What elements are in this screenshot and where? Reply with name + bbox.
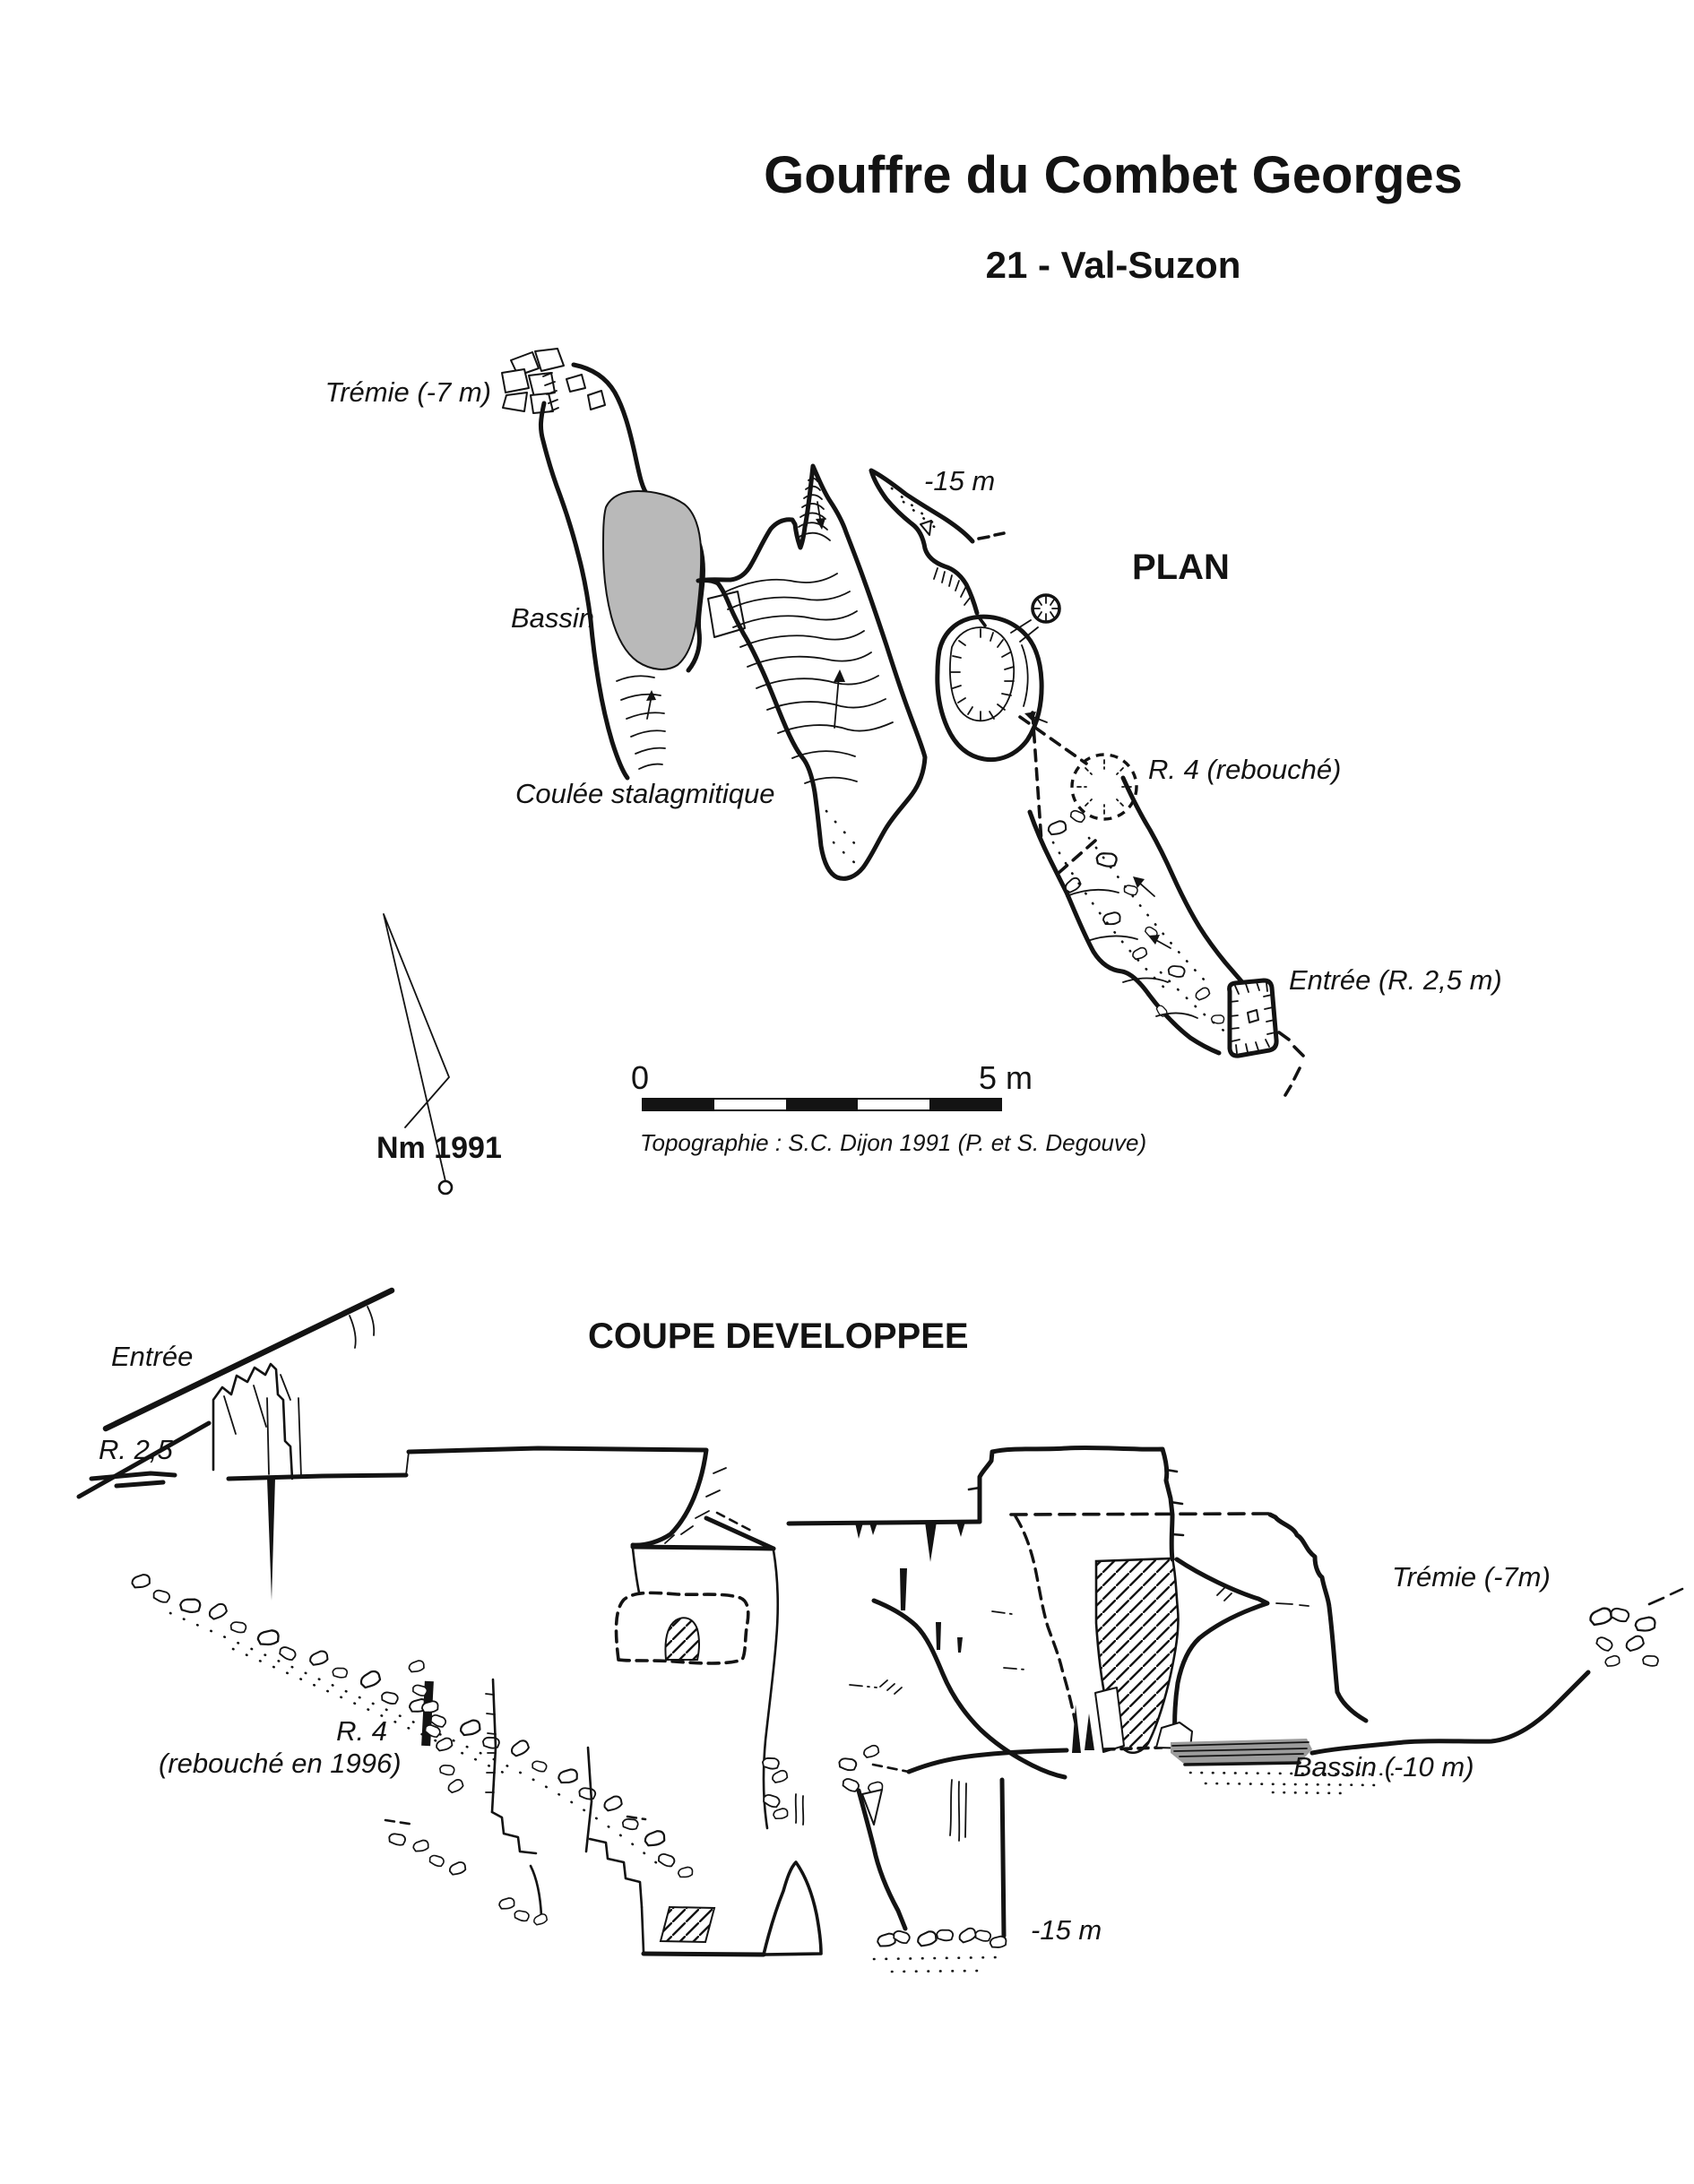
coupe-tremie-label: Trémie (-7m) [1392, 1561, 1551, 1593]
plan-gallery-arrows [1133, 876, 1171, 948]
north-arrow-label: Nm 1991 [376, 1131, 502, 1165]
coupe-shaft-drips [796, 1794, 804, 1825]
coupe-pit-ceiling-steps [590, 1839, 642, 1907]
coupe-r4-label-line1: R. 4 [336, 1715, 387, 1747]
plan-r4-pit-ticks [1077, 760, 1131, 814]
plan-bassin-label: Bassin [511, 602, 595, 634]
plan-tremie-label: Trémie (-7 m) [324, 376, 491, 408]
coupe-entrance-pillar [213, 1364, 292, 1479]
plan-heading: PLAN [1132, 548, 1230, 587]
plan-flow-arrow-3 [834, 669, 845, 728]
coupe-depth15-label: -15 m [1031, 1914, 1102, 1946]
coupe-bassin-water [1171, 1739, 1312, 1765]
coupe-15-drips [950, 1780, 966, 1841]
coupe-heading: COUPE DEVELOPPEE [588, 1316, 969, 1356]
coupe-15-plug-blocks [838, 1744, 883, 1793]
coupe-tremie-dashes [1649, 1589, 1682, 1604]
coupe-ceiling-shelf [409, 1448, 706, 1545]
plan-lobe-dots [826, 811, 862, 868]
coupe-ceiling-low [229, 1475, 406, 1479]
plan-gallery-blocks [1047, 808, 1224, 1023]
coupe-icicles [855, 1522, 965, 1562]
coupe-stalactite-needle [267, 1478, 275, 1601]
scale-bar-start: 0 [631, 1059, 650, 1096]
coupe-ceiling-icicles [789, 1522, 980, 1524]
coupe-15-right-wall [1002, 1780, 1004, 1936]
plan-coulee-label: Coulée stalagmitique [515, 778, 775, 809]
plan-pit-inner-oval [950, 627, 1028, 721]
coupe-r25-label: R. 2,5 [99, 1434, 173, 1465]
coupe-right-wedge [1175, 1559, 1267, 1748]
sheet-subtitle: 21 - Val-Suzon [985, 244, 1241, 286]
scale-bar [643, 1099, 1001, 1110]
coupe-ledge-wedge [706, 1518, 774, 1549]
coupe-curtains [900, 1568, 1094, 1753]
coupe-drawing [79, 1291, 1682, 1972]
plan-pool [603, 491, 701, 669]
coupe-right-wall-to-tremie [1337, 1692, 1366, 1721]
coupe-pit-hatched-slab [661, 1907, 714, 1942]
plan-entrance-gallery-left-wall [1030, 812, 1219, 1053]
coupe-pit-floor [644, 1954, 764, 1955]
coupe-hatched-dome [665, 1618, 698, 1660]
plan-entrance-dashes [1279, 1032, 1303, 1095]
coupe-wedge-dashdot [1276, 1603, 1309, 1606]
coupe-r4-label-line2: (rebouché en 1996) [159, 1748, 402, 1779]
plan-r4-label: R. 4 (rebouché) [1148, 754, 1342, 785]
coupe-shaft-walls [633, 1549, 778, 1828]
coupe-r4-chain-blocks [408, 1660, 464, 1794]
coupe-massif-outline [980, 1447, 1172, 1559]
scale-bar-end: 5 m [979, 1059, 1033, 1096]
coupe-bassin-label: Bassin (-10 m) [1293, 1751, 1474, 1783]
plan-gallery-dots [1053, 838, 1226, 1032]
plan-chamber-outline [698, 466, 925, 878]
coupe-lower-wall-piece [531, 1866, 541, 1916]
coupe-15-floor-dots [874, 1957, 999, 1972]
plan-entree-label: Entrée (R. 2,5 m) [1289, 964, 1502, 996]
plan-entrance-pebble [1248, 1010, 1258, 1023]
coupe-pit-right-wedge [764, 1862, 821, 1955]
coupe-r4-dash-left [385, 1820, 415, 1825]
coupe-ledge [633, 1547, 774, 1549]
coupe-15-left-wall [859, 1791, 905, 1929]
plan-gour-lines [722, 574, 893, 783]
plan-tremie-blocks [502, 349, 605, 413]
sheet-title: Gouffre du Combet Georges [764, 146, 1463, 204]
coupe-ceiling-step [406, 1452, 409, 1475]
plan-15m-dashes [979, 533, 1004, 626]
topo-credit: Topographie : S.C. Dijon 1991 (P. et S. Degouve) [640, 1129, 1147, 1156]
plan-rimstone-dams [617, 676, 665, 769]
coupe-dashed-wavy-edge [1016, 1516, 1078, 1743]
coupe-r4-staircase [492, 1812, 536, 1853]
coupe-massif-spurs [969, 1470, 1183, 1535]
coupe-pit-left-wall [642, 1907, 644, 1952]
coupe-dashed-level [1011, 1514, 1270, 1515]
coupe-entree-label: Entrée [111, 1341, 194, 1372]
plan-gallery-gour-lines [1067, 890, 1197, 1018]
coupe-r4-lower-blocks [388, 1832, 467, 1876]
coupe-tremie-blocks [1588, 1606, 1659, 1667]
coupe-15-dashed [873, 1765, 909, 1772]
plan-depth15-label: -15 m [924, 465, 996, 496]
coupe-15-floor-rubble [877, 1927, 1007, 1948]
